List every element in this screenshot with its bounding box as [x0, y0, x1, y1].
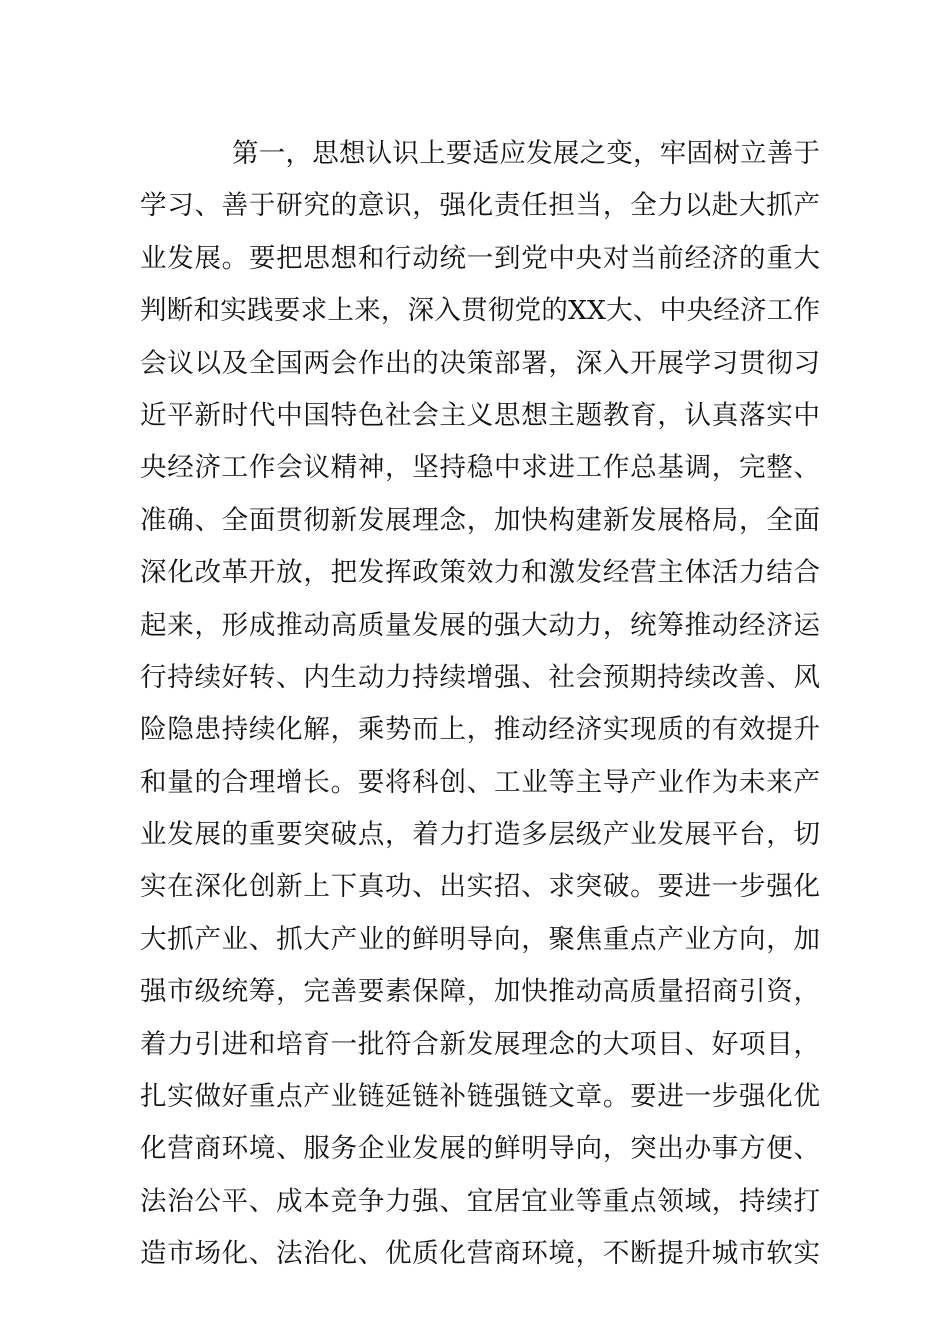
paragraph-line: 化营商环境、服务企业发展的鲜明导向，突出办事方便、 — [140, 1133, 820, 1165]
paragraph-line: 准确、全面贯彻新发展理念，加快构建新发展格局，全面 — [140, 504, 820, 536]
paragraph-line: 法治公平、成本竞争力强、宜居宜业等重点领域，持续打 — [140, 1185, 820, 1217]
paragraph-line: 行持续好转、内生动力持续增强、社会预期持续改善、风 — [140, 661, 820, 693]
paragraph-line: 造市场化、法治化、优质化营商环境，不断提升城市软实 — [140, 1238, 820, 1270]
paragraph-line: 着力引进和培育一批符合新发展理念的大项目、好项目， — [140, 1028, 820, 1060]
paragraph-line: 第一，思想认识上要适应发展之变，牢固树立善于 — [232, 138, 820, 169]
paragraph-line: 深化改革开放，把发挥政策效力和激发经营主体活力结合 — [140, 557, 820, 589]
body-paragraph — [140, 128, 820, 1281]
paragraph-line: 学习、善于研究的意识，强化责任担当，全力以赴大抓产 — [140, 190, 820, 222]
paragraph-line: 大抓产业、抓大产业的鲜明导向，聚焦重点产业方向，加 — [140, 923, 820, 955]
paragraph-line: 近平新时代中国特色社会主义思想主题教育，认真落实中 — [140, 399, 820, 431]
paragraph-line: 扎实做好重点产业链延链补链强链文章。要进一步强化优 — [140, 1081, 820, 1113]
paragraph-line: 业发展。要把思想和行动统一到党中央对当前经济的重大 — [140, 242, 820, 274]
paragraph-line: 强市级统筹，完善要素保障，加快推动高质量招商引资， — [140, 976, 820, 1008]
paragraph-line: 实在深化创新上下真功、出实招、求突破。要进一步强化 — [140, 871, 820, 903]
paragraph-line: 会议以及全国两会作出的决策部署，深入开展学习贯彻习 — [140, 347, 820, 379]
paragraph-line: 险隐患持续化解，乘势而上，推动经济实现质的有效提升 — [140, 714, 820, 746]
paragraph-line: 起来，形成推动高质量发展的强大动力，统筹推动经济运 — [140, 609, 820, 641]
paragraph-line: 央经济工作会议精神，坚持稳中求进工作总基调，完整、 — [140, 452, 820, 484]
paragraph-line: 判断和实践要求上来，深入贯彻党的XX大、中央经济工作 — [140, 295, 820, 327]
paragraph-line: 和量的合理增长。要将科创、工业等主导产业作为未来产 — [140, 766, 820, 798]
paragraph-line: 业发展的重要突破点，着力打造多层级产业发展平台，切 — [140, 819, 820, 851]
